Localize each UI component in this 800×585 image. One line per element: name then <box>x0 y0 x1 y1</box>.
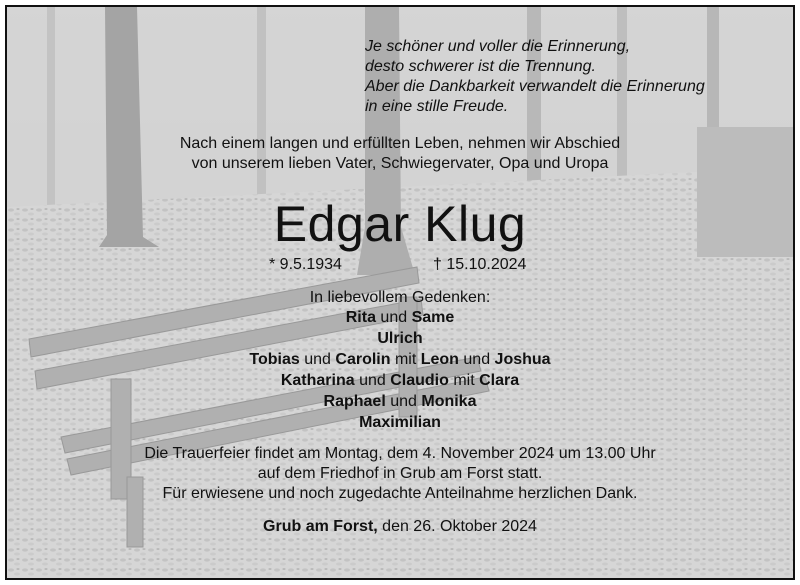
joiner: und <box>458 351 495 368</box>
mourners-line <box>7 308 793 328</box>
mourner-name: Maximilian <box>359 414 441 431</box>
funeral-info-line: auf dem Friedhof in Grub am Forst statt. <box>257 465 543 482</box>
mourner-name: Monika <box>421 393 477 410</box>
mourners-line <box>7 371 793 391</box>
mourners-line <box>7 350 793 370</box>
obituary-text <box>7 7 793 578</box>
mourners-line <box>7 413 793 433</box>
mourner-name: Joshua <box>494 351 551 368</box>
mourner-name: Leon <box>420 351 459 368</box>
intro-line: Nach einem langen und erfüllten Leben, nehmen wir Abschied <box>179 135 621 152</box>
funeral-info-line: Die Trauerfeier findet am Montag, dem 4. November 2024 um 13.00 Uhr <box>144 445 656 462</box>
signature-place: Grub am Forst, <box>263 518 378 535</box>
thanks-line: Für erwiesene und noch zugedachte Anteilnahme herzlichen Dank. <box>162 485 638 502</box>
joiner: und <box>385 393 422 410</box>
joiner: und <box>375 309 412 326</box>
joiner: mit <box>390 351 421 368</box>
intro-line: von unserem lieben Vater, Schwiegervater, Opa und Uropa <box>191 155 609 172</box>
mourners-line <box>7 329 793 349</box>
poem-line: Je schöner und voller die Erinnerung, <box>365 38 631 55</box>
mourner-name: Clara <box>479 372 520 389</box>
obituary-card <box>5 5 795 580</box>
death-date: † 15.10.2024 <box>433 256 527 273</box>
mourner-name: Rita <box>345 309 376 326</box>
poem-line: in eine stille Freude. <box>365 98 509 115</box>
mourner-name: Katharina <box>280 372 355 389</box>
place-and-date <box>7 517 793 537</box>
mourner-name: Same <box>411 309 455 326</box>
mourners-heading: In liebevollem Gedenken: <box>309 289 491 306</box>
mourner-name: Tobias <box>249 351 300 368</box>
poem-line: desto schwerer ist die Trennung. <box>365 58 596 75</box>
signature-date: den 26. Oktober 2024 <box>377 518 537 535</box>
poem-line: Aber die Dankbarkeit verwandelt die Erinnerung <box>365 78 705 95</box>
mourner-name: Raphael <box>323 393 386 410</box>
joiner: mit <box>448 372 480 389</box>
memorial-poem <box>365 37 705 117</box>
deceased-name: Edgar Klug <box>273 196 527 252</box>
birth-date: * 9.5.1934 <box>269 256 342 273</box>
mourner-name: Carolin <box>335 351 391 368</box>
joiner: und <box>299 351 336 368</box>
joiner: und <box>354 372 391 389</box>
mourners-line <box>7 392 793 412</box>
mourner-name: Ulrich <box>377 330 423 347</box>
mourner-name: Claudio <box>390 372 449 389</box>
